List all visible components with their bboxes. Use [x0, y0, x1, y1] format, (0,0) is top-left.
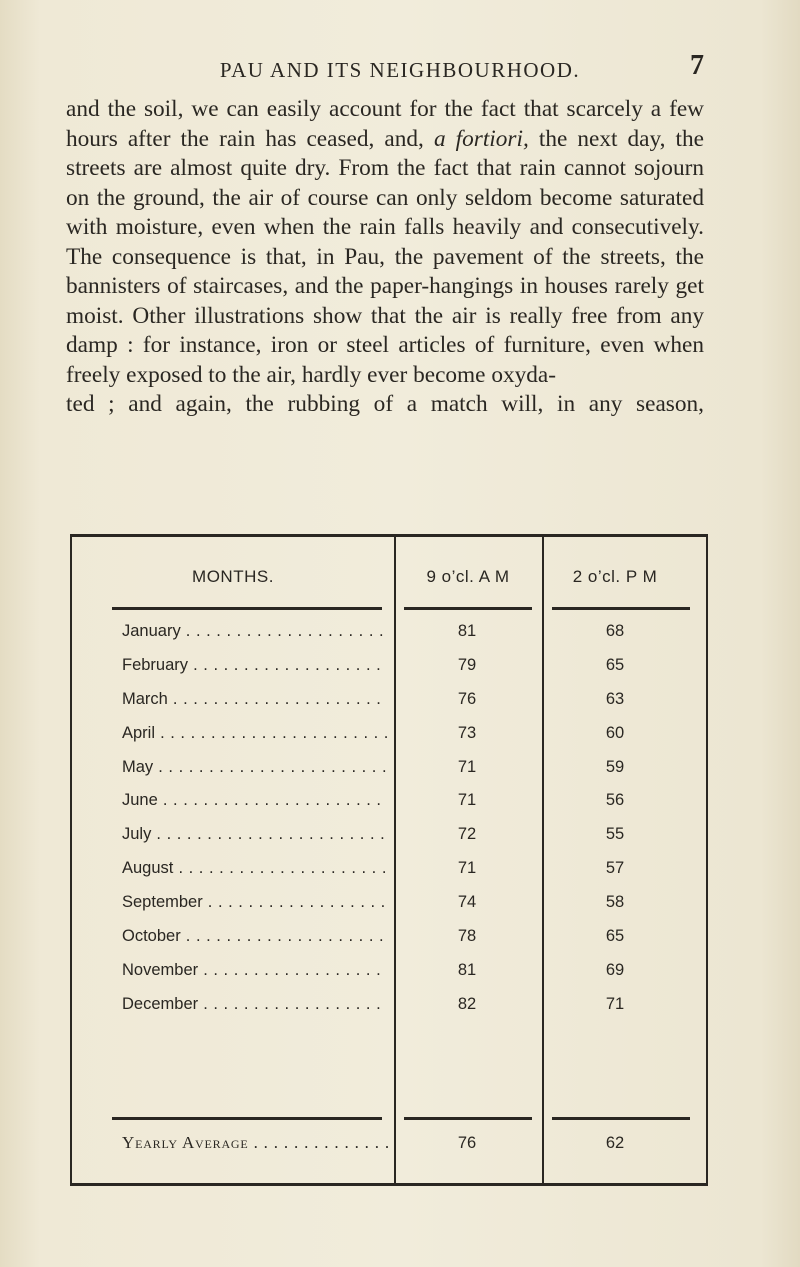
- month-label: February . . .: [122, 649, 387, 683]
- month-label: January . . .: [122, 615, 387, 649]
- month-label: June . . .: [122, 784, 387, 818]
- footer-rule-morning: [404, 1117, 532, 1120]
- month-label: September . . .: [122, 886, 387, 920]
- morning-value: 71: [457, 859, 477, 878]
- morning-value: 72: [457, 825, 477, 844]
- afternoon-value: 57: [605, 859, 625, 878]
- afternoon-value: 65: [605, 927, 625, 946]
- month-label: July . . .: [122, 818, 387, 852]
- running-title: PAU AND ITS NEIGHBOURHOOD.: [219, 58, 581, 82]
- afternoon-value: 60: [605, 723, 625, 742]
- morning-value: 71: [457, 757, 477, 776]
- morning-value: 78: [457, 927, 477, 946]
- morning-value: 82: [457, 994, 477, 1013]
- header-afternoon: 2 o’cl. P M: [572, 567, 658, 586]
- afternoon-value: 65: [605, 655, 625, 674]
- morning-value: 76: [457, 689, 477, 708]
- header-months: MONTHS.: [192, 567, 274, 586]
- afternoon-value: 59: [605, 757, 625, 776]
- paragraph-text-2: the next day, the streets are almost quite dry. From the fact that rain cannot sojourn on the ground, the air of course can only seldom become saturated with moisture, even when the rain falls heavily and consecutively. The consequence is that, in Pau, the pavement of the streets, the bannisters of staircases, and the paper-hangings in houses rarely get moist. Other illustrations show that the air is really free from any damp : for instance, iron or steel articles of furniture, even when freely exposed to the air, hardly ever become oxyda-: [66, 125, 705, 388]
- table-row: [72, 886, 706, 920]
- body-paragraph: [66, 95, 704, 420]
- month-label: August . . .: [122, 852, 387, 886]
- table-row: [72, 615, 706, 649]
- afternoon-value: 71: [605, 994, 625, 1013]
- yearly-average-afternoon: 62: [605, 1134, 625, 1152]
- header-rule-months: [112, 607, 382, 610]
- afternoon-value: 55: [605, 825, 625, 844]
- table-row: [72, 920, 706, 954]
- footer-rule-afternoon: [552, 1117, 690, 1120]
- month-label: May . . .: [122, 751, 387, 785]
- afternoon-value: 56: [605, 791, 625, 810]
- morning-value: 79: [457, 655, 477, 674]
- month-label: April . . .: [122, 717, 387, 751]
- header-morning: 9 o’cl. A M: [426, 567, 510, 586]
- paragraph-emphasis: a fortiori,: [433, 125, 529, 152]
- month-label: October . . .: [122, 920, 387, 954]
- morning-value: 71: [457, 791, 477, 810]
- yearly-average-row: [72, 1123, 706, 1163]
- afternoon-value: 63: [605, 689, 625, 708]
- paragraph-text-1: and the soil, we can easily account for the fact that scarcely a few hours after the rain has ceased, and,: [66, 96, 704, 152]
- table-row: [72, 954, 706, 988]
- paragraph-last-line: ted ; and again, the rubbing of a match will, in any season,: [66, 391, 704, 417]
- table-row: [72, 818, 706, 852]
- month-label: November . . .: [122, 954, 387, 988]
- table-row: [72, 852, 706, 886]
- footer-rule-months: [112, 1117, 382, 1120]
- table-row: [72, 988, 706, 1022]
- afternoon-value: 69: [605, 960, 625, 979]
- yearly-average-morning: 76: [457, 1134, 477, 1152]
- table-row: [72, 784, 706, 818]
- humidity-table: [70, 534, 708, 1186]
- table-row: [72, 649, 706, 683]
- morning-value: 81: [457, 960, 477, 979]
- afternoon-value: 68: [605, 622, 625, 640]
- morning-value: 81: [457, 622, 477, 640]
- morning-value: 74: [457, 893, 477, 912]
- table-row: [72, 683, 706, 717]
- month-label: December . . .: [122, 988, 387, 1022]
- table-row: [72, 751, 706, 785]
- page-number: 7: [690, 50, 704, 81]
- table-row: [72, 717, 706, 751]
- month-label: March . . .: [122, 683, 387, 717]
- morning-value: 73: [457, 723, 477, 742]
- header-rule-morning: [404, 607, 532, 610]
- afternoon-value: 58: [605, 893, 625, 912]
- table-body: [72, 615, 706, 1022]
- header-rule-afternoon: [552, 607, 690, 610]
- yearly-average-label: Yearly Average . . .: [122, 1123, 392, 1163]
